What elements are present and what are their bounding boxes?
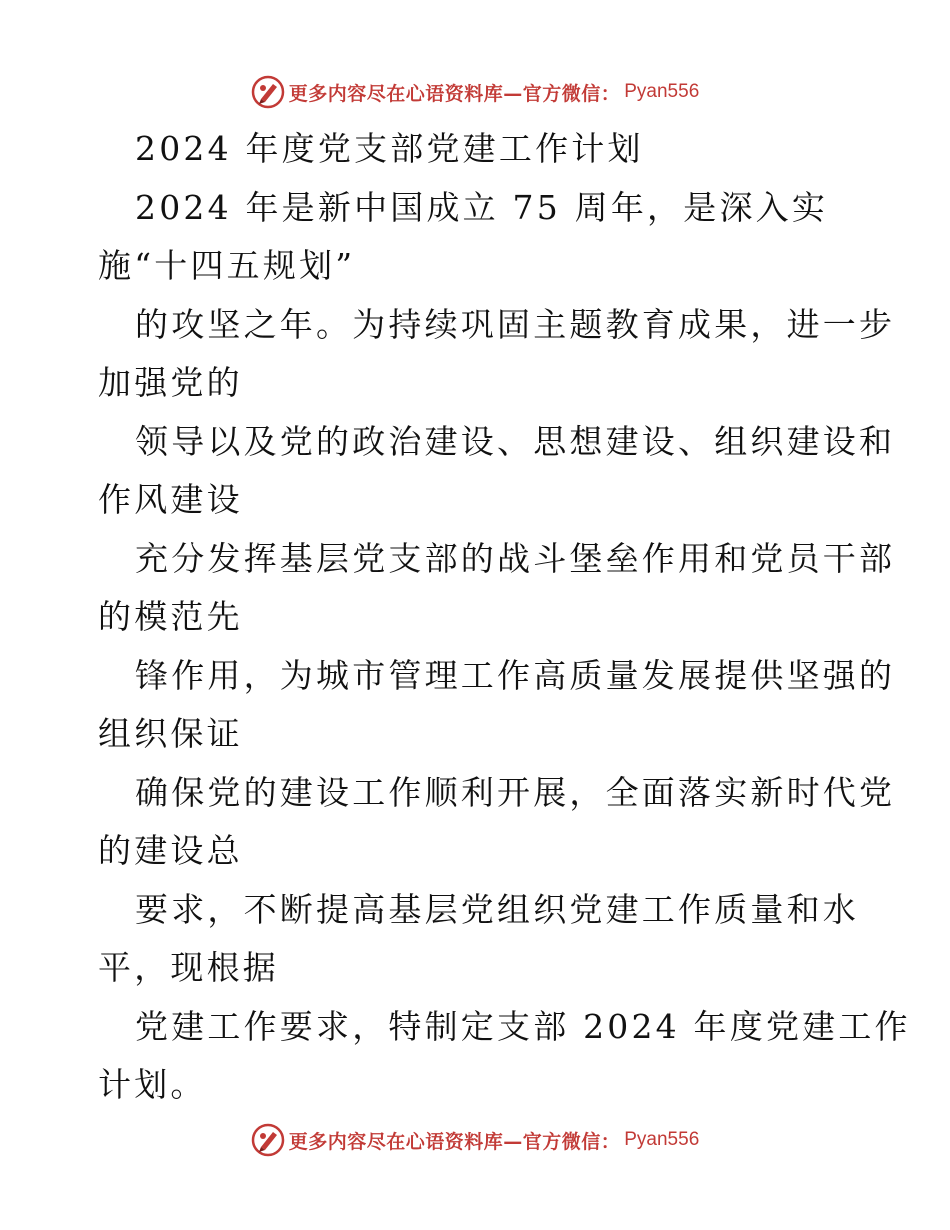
paragraph-line: 组织保证 — [98, 714, 243, 753]
paragraph-line: 作风建设 — [98, 480, 243, 519]
paragraph-line: 计划。 — [98, 1065, 207, 1104]
footer-watermark — [0, 1120, 950, 1160]
watermark-text: 更多内容尽在心语资料库—官方微信： — [288, 1130, 621, 1153]
watermark-account: Pyan556 — [624, 1129, 700, 1150]
paragraph-line: 要求，不断提高基层党组织党建工作质量和水 — [135, 889, 859, 929]
paragraph-line: 平，现根据 — [98, 948, 279, 987]
paragraph-line: 的模范先 — [98, 597, 243, 636]
paragraph-line: 充分发挥基层党支部的战斗堡垒作用和党员干部 — [135, 538, 896, 578]
paragraph-line: 锋作用，为城市管理工作高质量发展提供坚强的 — [135, 655, 896, 695]
watermark-text: 更多内容尽在心语资料库—官方微信： — [288, 82, 621, 105]
paragraph-line: 的攻坚之年。为持续巩固主题教育成果，进一步 — [135, 304, 896, 344]
document-body — [98, 120, 911, 1115]
pen-logo-icon — [251, 75, 285, 109]
header-watermark — [0, 72, 950, 112]
paragraph-line: 2024 年是新中国成立 75 周年，是深入实 — [135, 187, 829, 227]
paragraph-line: 的建设总 — [98, 831, 243, 870]
document-title: 2024 年度党支部党建工作计划 — [135, 129, 644, 168]
paragraph-line: 领导以及党的政治建设、思想建设、组织建设和 — [135, 421, 896, 461]
paragraph-line: 党建工作要求，特制定支部 2024 年度党建工作 — [135, 1006, 911, 1046]
watermark-account: Pyan556 — [624, 81, 700, 102]
pen-logo-icon — [251, 1123, 285, 1157]
paragraph-line: 施“十四五规划” — [98, 246, 356, 285]
paragraph-line: 确保党的建设工作顺利开展，全面落实新时代党 — [135, 772, 896, 812]
paragraph-line: 加强党的 — [98, 363, 243, 402]
